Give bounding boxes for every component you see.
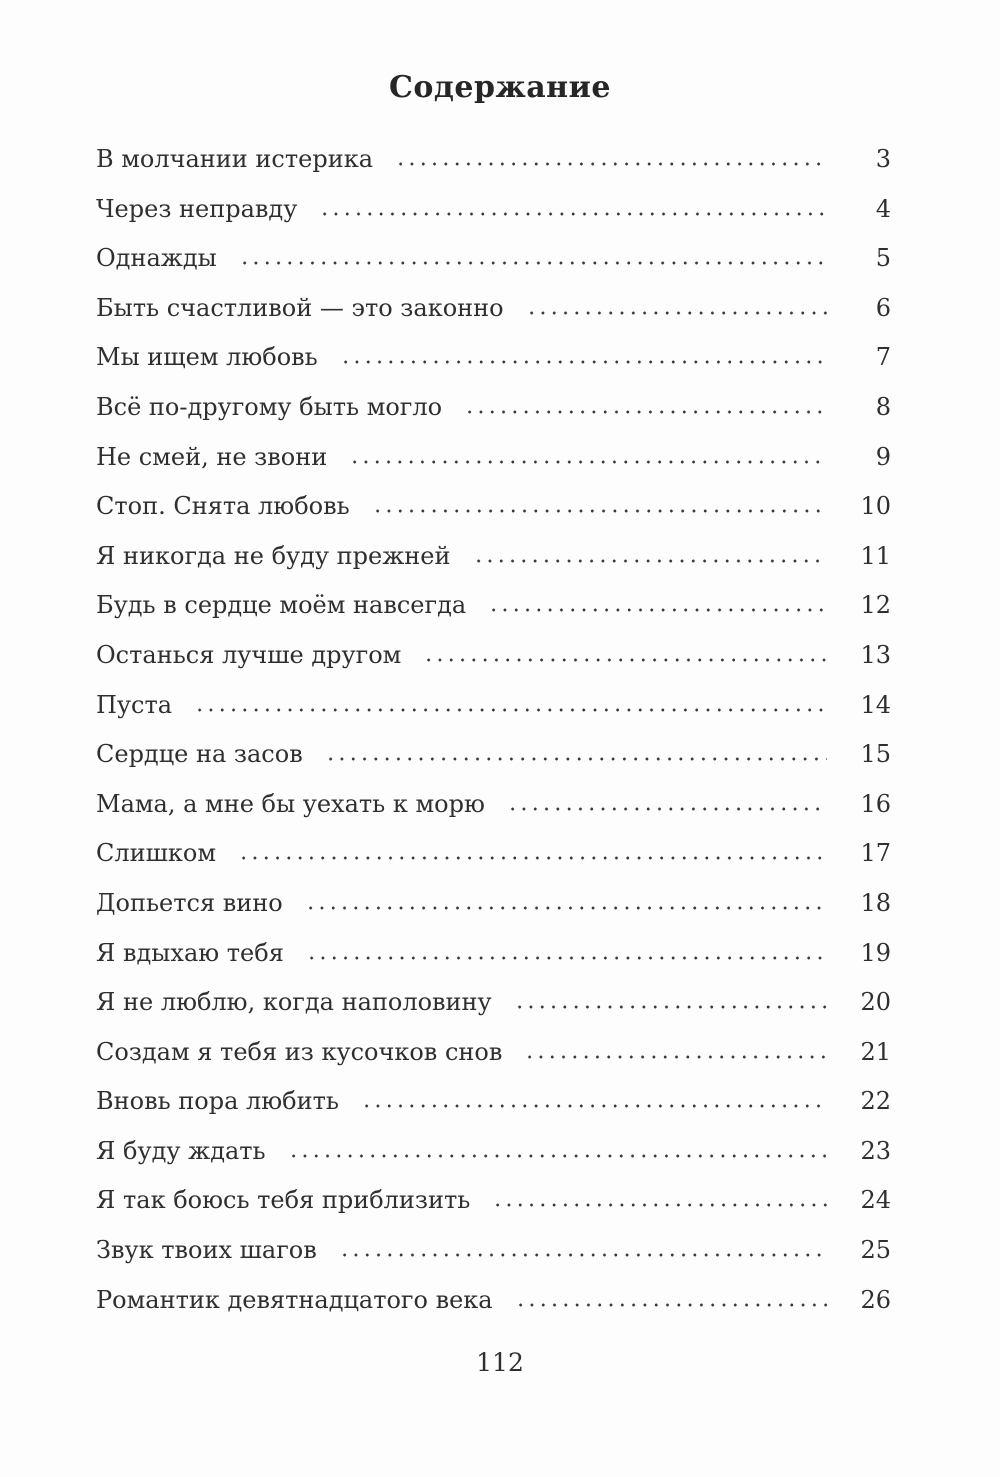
dot-leader	[423, 658, 827, 662]
dot-leader	[305, 906, 827, 910]
toc-entry-title: Будь в сердце моём навсегда	[96, 591, 467, 620]
toc-entry-title: Я вдыхаю тебя	[96, 938, 284, 967]
toc-entry-page: 12	[860, 591, 891, 620]
toc-entry-page: 9	[875, 442, 891, 471]
toc-entry	[96, 1127, 891, 1177]
toc-entry-page: 11	[860, 541, 891, 570]
toc-entry-title: Слишком	[96, 839, 217, 868]
toc-entry	[96, 1276, 891, 1326]
toc-entry-page: 22	[860, 1087, 891, 1116]
dot-leader	[488, 608, 827, 612]
toc-entry	[96, 1077, 891, 1127]
dot-leader	[238, 856, 827, 860]
dot-leader	[319, 212, 827, 216]
toc-entry	[96, 234, 891, 284]
toc-entry-page: 18	[860, 888, 891, 917]
toc-entry-title: Не смей, не звони	[96, 442, 328, 471]
dot-leader	[395, 162, 827, 166]
toc-entry	[96, 581, 891, 631]
dot-leader	[492, 1203, 827, 1207]
toc-entry-title: Мы ищем любовь	[96, 343, 318, 372]
toc-entry	[96, 383, 891, 433]
toc-entry-title: Быть счастливой — это законно	[96, 293, 504, 322]
toc-entry-title: Звук твоих шагов	[96, 1236, 317, 1265]
toc-entry-page: 16	[860, 789, 891, 818]
table-of-contents	[96, 135, 891, 1325]
toc-entry	[96, 730, 891, 780]
toc-entry-title: Однажды	[96, 244, 217, 273]
toc-entry-page: 17	[860, 839, 891, 868]
toc-entry	[96, 333, 891, 383]
dot-leader	[339, 1253, 827, 1257]
dot-leader	[524, 1055, 827, 1059]
toc-entry-title: В молчании истерика	[96, 145, 374, 173]
toc-entry-page: 8	[875, 392, 891, 421]
toc-entry-page: 20	[860, 988, 891, 1017]
dot-leader	[349, 460, 827, 464]
dot-leader	[464, 410, 827, 414]
toc-entry-title: Я так боюсь тебя приблизить	[96, 1186, 471, 1215]
toc-entry	[96, 433, 891, 483]
toc-entry-page: 4	[875, 194, 891, 223]
dot-leader	[325, 757, 827, 761]
dot-leader	[515, 1303, 827, 1307]
toc-entry-title: Я никогда не буду прежней	[96, 541, 451, 570]
dot-leader	[239, 261, 827, 265]
toc-entry-page: 6	[875, 293, 891, 322]
toc-entry-page: 10	[860, 492, 891, 521]
toc-entry-page: 25	[860, 1236, 891, 1265]
toc-entry-page: 14	[860, 690, 891, 719]
dot-leader	[194, 708, 827, 712]
toc-entry-title: Через неправду	[96, 194, 298, 223]
dot-leader	[507, 807, 827, 811]
toc-entry	[96, 879, 891, 929]
dot-leader	[306, 956, 827, 960]
toc-entry	[96, 829, 891, 879]
toc-entry-title: Всё по-другому быть могло	[96, 392, 443, 421]
page-title: Содержание	[389, 70, 611, 105]
dot-leader	[288, 1154, 827, 1158]
toc-entry	[96, 284, 891, 334]
toc-entry-page: 5	[875, 244, 891, 273]
toc-entry-title: Я не люблю, когда наполовину	[96, 988, 492, 1017]
toc-entry	[96, 929, 891, 979]
toc-entry	[96, 135, 891, 185]
toc-entry	[96, 1176, 891, 1226]
toc-entry	[96, 1226, 891, 1276]
toc-entry-title: Останься лучше другом	[96, 640, 402, 669]
toc-entry-page: 21	[860, 1037, 891, 1066]
dot-leader	[361, 1104, 827, 1108]
dot-leader	[372, 509, 827, 513]
dot-leader	[473, 559, 827, 563]
toc-entry	[96, 780, 891, 830]
toc-entry	[96, 631, 891, 681]
toc-entry-title: Стоп. Снята любовь	[96, 492, 350, 521]
toc-entry-page: 24	[860, 1186, 891, 1215]
toc-entry-page: 26	[860, 1285, 891, 1314]
toc-entry-page: 23	[860, 1136, 891, 1165]
toc-entry-title: Сердце на засов	[96, 740, 303, 769]
toc-entry-title: Пуста	[96, 690, 173, 719]
toc-entry	[96, 978, 891, 1028]
toc-entry	[96, 185, 891, 235]
toc-entry-page: 13	[860, 640, 891, 669]
dot-leader	[514, 1005, 827, 1009]
toc-entry-title: Мама, а мне бы уехать к морю	[96, 789, 485, 818]
dot-leader	[526, 311, 827, 315]
toc-entry-page: 15	[860, 740, 891, 769]
toc-entry	[96, 482, 891, 532]
toc-entry-title: Создам я тебя из кусочков снов	[96, 1037, 503, 1066]
dot-leader	[340, 360, 827, 364]
toc-entry-page: 3	[875, 145, 891, 173]
toc-entry-title: Я буду ждать	[96, 1136, 266, 1165]
toc-entry-title: Романтик девятнадцатого века	[96, 1285, 493, 1314]
toc-entry	[96, 681, 891, 731]
toc-entry-title: Допьется вино	[96, 888, 283, 917]
toc-entry	[96, 1028, 891, 1078]
toc-entry	[96, 532, 891, 582]
toc-entry-title: Вновь пора любить	[96, 1087, 339, 1116]
toc-entry-page: 7	[875, 343, 891, 372]
page-number: 112	[476, 1348, 524, 1377]
toc-entry-page: 19	[860, 938, 891, 967]
